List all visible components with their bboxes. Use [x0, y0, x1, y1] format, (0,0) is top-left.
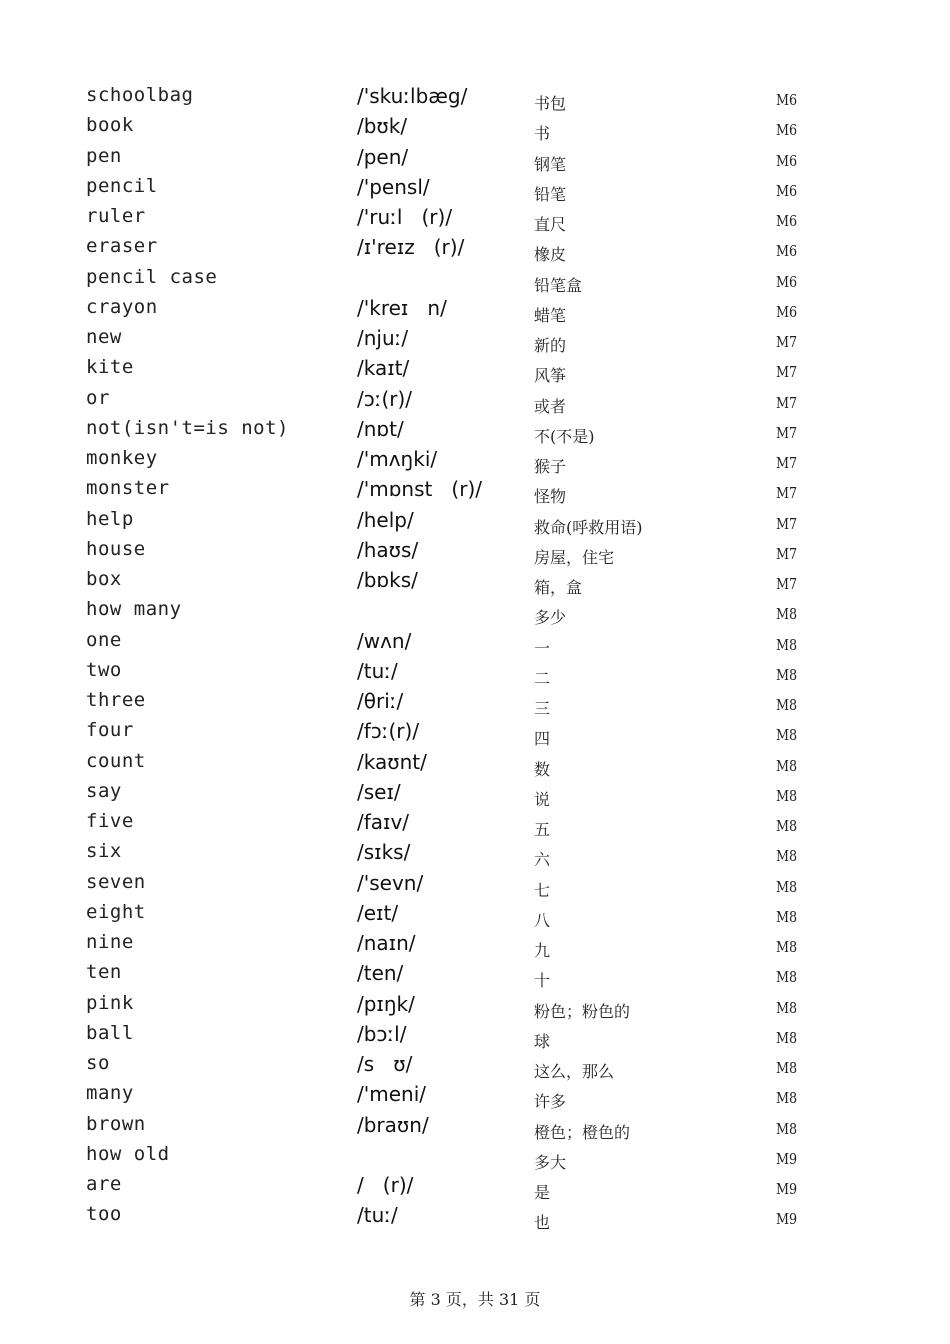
phonetic-transcription: /'skuːlbæg/ — [357, 84, 468, 108]
vocabulary-row — [0, 1203, 950, 1233]
phonetic-transcription: /kaɪt/ — [357, 356, 410, 381]
chinese-meaning: 猴子 — [534, 457, 567, 476]
vocabulary-row — [0, 447, 950, 477]
module-label: M9 — [776, 1210, 798, 1229]
word-text: new — [86, 326, 122, 348]
chinese-meaning: 球 — [534, 1031, 551, 1051]
module-label: M8 — [776, 1028, 798, 1047]
module-label: M8 — [776, 817, 798, 835]
module-label: M9 — [776, 1149, 798, 1168]
vocabulary-row — [0, 1173, 950, 1203]
phonetic-transcription: /wʌn/ — [357, 628, 412, 653]
phonetic-transcription: /'mɒnst (r)/ — [357, 477, 482, 502]
phonetic-transcription: /naɪn/ — [357, 931, 416, 955]
module-label: M8 — [776, 786, 798, 805]
module-label: M8 — [776, 968, 798, 987]
vocabulary-row — [0, 175, 950, 205]
vocabulary-row — [0, 901, 950, 931]
word-text: one — [86, 628, 122, 651]
word-text: book — [86, 114, 134, 137]
vocabulary-row — [0, 296, 950, 326]
vocabulary-row — [0, 1022, 950, 1052]
word-text: ball — [86, 1021, 134, 1044]
vocabulary-row — [0, 84, 950, 114]
word-text: kite — [86, 356, 134, 379]
module-label: M7 — [776, 575, 798, 593]
phonetic-transcription: /ɔː(r)/ — [357, 386, 413, 411]
phonetic-transcription: /tuː/ — [357, 1203, 398, 1228]
module-label: M6 — [776, 121, 798, 140]
module-label: M6 — [776, 272, 798, 291]
module-label: M6 — [776, 181, 798, 200]
vocabulary-row — [0, 568, 950, 598]
chinese-meaning: 四 — [534, 729, 551, 749]
module-label: M8 — [776, 696, 798, 714]
word-text: pencil — [86, 174, 158, 197]
word-text: brown — [86, 1112, 146, 1135]
phonetic-transcription: /'meni/ — [357, 1082, 426, 1107]
word-text: say — [86, 779, 122, 802]
phonetic-transcription: /help/ — [357, 507, 414, 532]
vocabulary-row — [0, 538, 950, 568]
module-label: M8 — [776, 938, 798, 956]
word-text: pen — [86, 144, 122, 167]
phonetic-transcription: /njuː/ — [357, 326, 409, 350]
vocabulary-row — [0, 598, 950, 628]
module-label: M6 — [776, 151, 798, 170]
module-label: M6 — [776, 242, 798, 261]
phonetic-transcription: /pɪŋk/ — [357, 991, 415, 1016]
module-label: M7 — [776, 333, 798, 351]
word-text: too — [86, 1203, 122, 1226]
phonetic-transcription: /braʊn/ — [357, 1112, 429, 1137]
vocabulary-row — [0, 114, 950, 144]
phonetic-transcription: /ɪ'reɪz (r)/ — [357, 235, 465, 260]
vocabulary-row — [0, 235, 950, 265]
chinese-meaning: 不(不是) — [534, 426, 595, 446]
chinese-meaning: 怪物 — [534, 487, 567, 507]
phonetic-transcription: /sɪks/ — [357, 840, 411, 865]
word-text: four — [86, 719, 134, 742]
chinese-meaning: 风筝 — [534, 366, 567, 386]
phonetic-transcription: /bɒks/ — [357, 568, 418, 592]
vocabulary-row — [0, 659, 950, 689]
chinese-meaning: 铅笔盒 — [534, 275, 583, 295]
phonetic-transcription: /kaʊnt/ — [357, 749, 427, 774]
word-text: eraser — [86, 235, 158, 258]
phonetic-transcription: /pen/ — [357, 144, 409, 169]
phonetic-transcription: /seɪ/ — [357, 779, 401, 804]
phonetic-transcription: /s ʊ/ — [357, 1052, 413, 1076]
module-label: M7 — [776, 484, 798, 503]
phonetic-transcription: /θriː/ — [357, 689, 404, 713]
chinese-meaning: 房屋，住宅 — [534, 547, 615, 567]
phonetic-transcription: /eɪt/ — [357, 900, 399, 925]
chinese-meaning: 六 — [534, 850, 551, 870]
phonetic-transcription: /'ruːl (r)/ — [357, 205, 453, 229]
chinese-meaning: 救命(呼救用语) — [534, 517, 643, 537]
vocabulary-row — [0, 871, 950, 901]
vocabulary-row — [0, 931, 950, 961]
vocabulary-row — [0, 1113, 950, 1143]
word-text: pink — [86, 991, 134, 1014]
word-text: many — [86, 1082, 134, 1105]
word-text: so — [86, 1052, 110, 1074]
chinese-meaning: 粉色；粉色的 — [534, 1001, 631, 1021]
word-text: house — [86, 537, 146, 560]
word-text: crayon — [86, 295, 158, 318]
phonetic-transcription: / (r)/ — [357, 1173, 414, 1197]
chinese-meaning: 蜡笔 — [534, 305, 567, 325]
vocabulary-row — [0, 417, 950, 447]
module-label: M7 — [776, 544, 798, 563]
chinese-meaning: 这么，那么 — [534, 1062, 615, 1081]
phonetic-transcription: /ten/ — [357, 961, 404, 986]
phonetic-transcription: /bʊk/ — [357, 114, 408, 139]
word-text: how many — [86, 598, 182, 621]
chinese-meaning: 七 — [534, 880, 551, 900]
word-text: five — [86, 810, 134, 832]
word-text: nine — [86, 931, 134, 953]
phonetic-transcription: /'pensl/ — [357, 174, 430, 199]
word-text: ruler — [86, 205, 146, 227]
module-label: M7 — [776, 393, 798, 412]
vocabulary-row — [0, 719, 950, 749]
chinese-meaning: 二 — [534, 668, 551, 688]
chinese-meaning: 或者 — [534, 396, 567, 416]
chinese-meaning: 说 — [534, 789, 551, 809]
word-text: two — [86, 658, 122, 681]
chinese-meaning: 橙色；橙色的 — [534, 1122, 631, 1142]
module-label: M8 — [776, 1089, 798, 1108]
vocabulary-row — [0, 689, 950, 719]
module-label: M8 — [776, 635, 798, 654]
module-label: M6 — [776, 212, 798, 230]
phonetic-transcription: /faɪv/ — [357, 810, 410, 834]
word-text: eight — [86, 900, 146, 923]
vocabulary-row — [0, 1143, 950, 1173]
word-text: pencil case — [86, 265, 218, 288]
chinese-meaning: 数 — [534, 759, 551, 779]
module-label: M8 — [776, 756, 798, 775]
word-text: six — [86, 840, 122, 863]
module-label: M7 — [776, 454, 798, 472]
vocabulary-list — [0, 84, 950, 1234]
vocabulary-row — [0, 840, 950, 870]
word-text: schoolbag — [86, 84, 194, 106]
vocabulary-row — [0, 961, 950, 991]
chinese-meaning: 五 — [534, 820, 551, 839]
vocabulary-row — [0, 387, 950, 417]
chinese-meaning: 三 — [534, 699, 551, 718]
vocabulary-row — [0, 780, 950, 810]
chinese-meaning: 箱，盒 — [534, 578, 583, 597]
phonetic-transcription: /haʊs/ — [357, 537, 419, 562]
vocabulary-row — [0, 205, 950, 235]
chinese-meaning: 一 — [534, 638, 551, 658]
phonetic-transcription: /'kreɪ n/ — [357, 295, 447, 320]
module-label: M8 — [776, 907, 798, 926]
vocabulary-row — [0, 266, 950, 296]
chinese-meaning: 书包 — [534, 94, 567, 113]
module-label: M8 — [776, 605, 798, 624]
word-text: how old — [86, 1142, 170, 1165]
module-label: M8 — [776, 847, 798, 866]
chinese-meaning: 书 — [534, 124, 551, 144]
word-text: count — [86, 749, 146, 772]
chinese-meaning: 铅笔 — [534, 184, 567, 204]
module-label: M8 — [776, 726, 798, 745]
vocabulary-row — [0, 508, 950, 538]
word-text: seven — [86, 870, 146, 893]
word-text: help — [86, 507, 134, 530]
chinese-meaning: 是 — [534, 1183, 551, 1202]
chinese-meaning: 八 — [534, 910, 551, 930]
word-text: box — [86, 568, 122, 590]
word-text: are — [86, 1173, 122, 1195]
module-label: M8 — [776, 998, 798, 1017]
vocabulary-row — [0, 1082, 950, 1112]
vocabulary-row — [0, 145, 950, 175]
chinese-meaning: 九 — [534, 941, 551, 960]
word-text: or — [86, 386, 110, 409]
module-label: M8 — [776, 665, 798, 684]
phonetic-transcription: /tuː/ — [357, 658, 398, 683]
module-label: M7 — [776, 363, 798, 382]
module-label: M7 — [776, 423, 798, 442]
chinese-meaning: 十 — [534, 971, 551, 991]
phonetic-transcription: /'mʌŋki/ — [357, 447, 438, 471]
word-text: not(isn't=is not) — [86, 416, 289, 439]
chinese-meaning: 多大 — [534, 1152, 567, 1172]
vocabulary-row — [0, 810, 950, 840]
module-label: M6 — [776, 302, 798, 321]
word-text: ten — [86, 961, 122, 984]
word-text: three — [86, 689, 146, 711]
chinese-meaning: 橡皮 — [534, 245, 567, 265]
vocabulary-row — [0, 477, 950, 507]
phonetic-transcription: /'sevn/ — [357, 870, 424, 895]
chinese-meaning: 钢笔 — [534, 154, 567, 174]
phonetic-transcription: /nɒt/ — [357, 416, 404, 441]
module-label: M6 — [776, 91, 798, 109]
chinese-meaning: 许多 — [534, 1092, 567, 1112]
vocabulary-row — [0, 629, 950, 659]
page-footer: 第 3 页，共 31 页 — [409, 1290, 541, 1309]
chinese-meaning: 也 — [534, 1213, 551, 1233]
module-label: M7 — [776, 514, 798, 533]
module-label: M8 — [776, 1059, 798, 1077]
module-label: M8 — [776, 877, 798, 896]
module-label: M9 — [776, 1180, 798, 1198]
phonetic-transcription: /bɔːl/ — [357, 1021, 407, 1046]
chinese-meaning: 新的 — [534, 336, 567, 355]
vocabulary-row — [0, 750, 950, 780]
phonetic-transcription: /fɔː(r)/ — [357, 719, 420, 744]
vocabulary-row — [0, 992, 950, 1022]
word-text: monster — [86, 477, 170, 500]
vocabulary-row — [0, 1052, 950, 1082]
module-label: M8 — [776, 1119, 798, 1138]
chinese-meaning: 多少 — [534, 608, 567, 628]
word-text: monkey — [86, 447, 158, 469]
chinese-meaning: 直尺 — [534, 215, 567, 234]
vocabulary-row — [0, 326, 950, 356]
vocabulary-row — [0, 356, 950, 386]
